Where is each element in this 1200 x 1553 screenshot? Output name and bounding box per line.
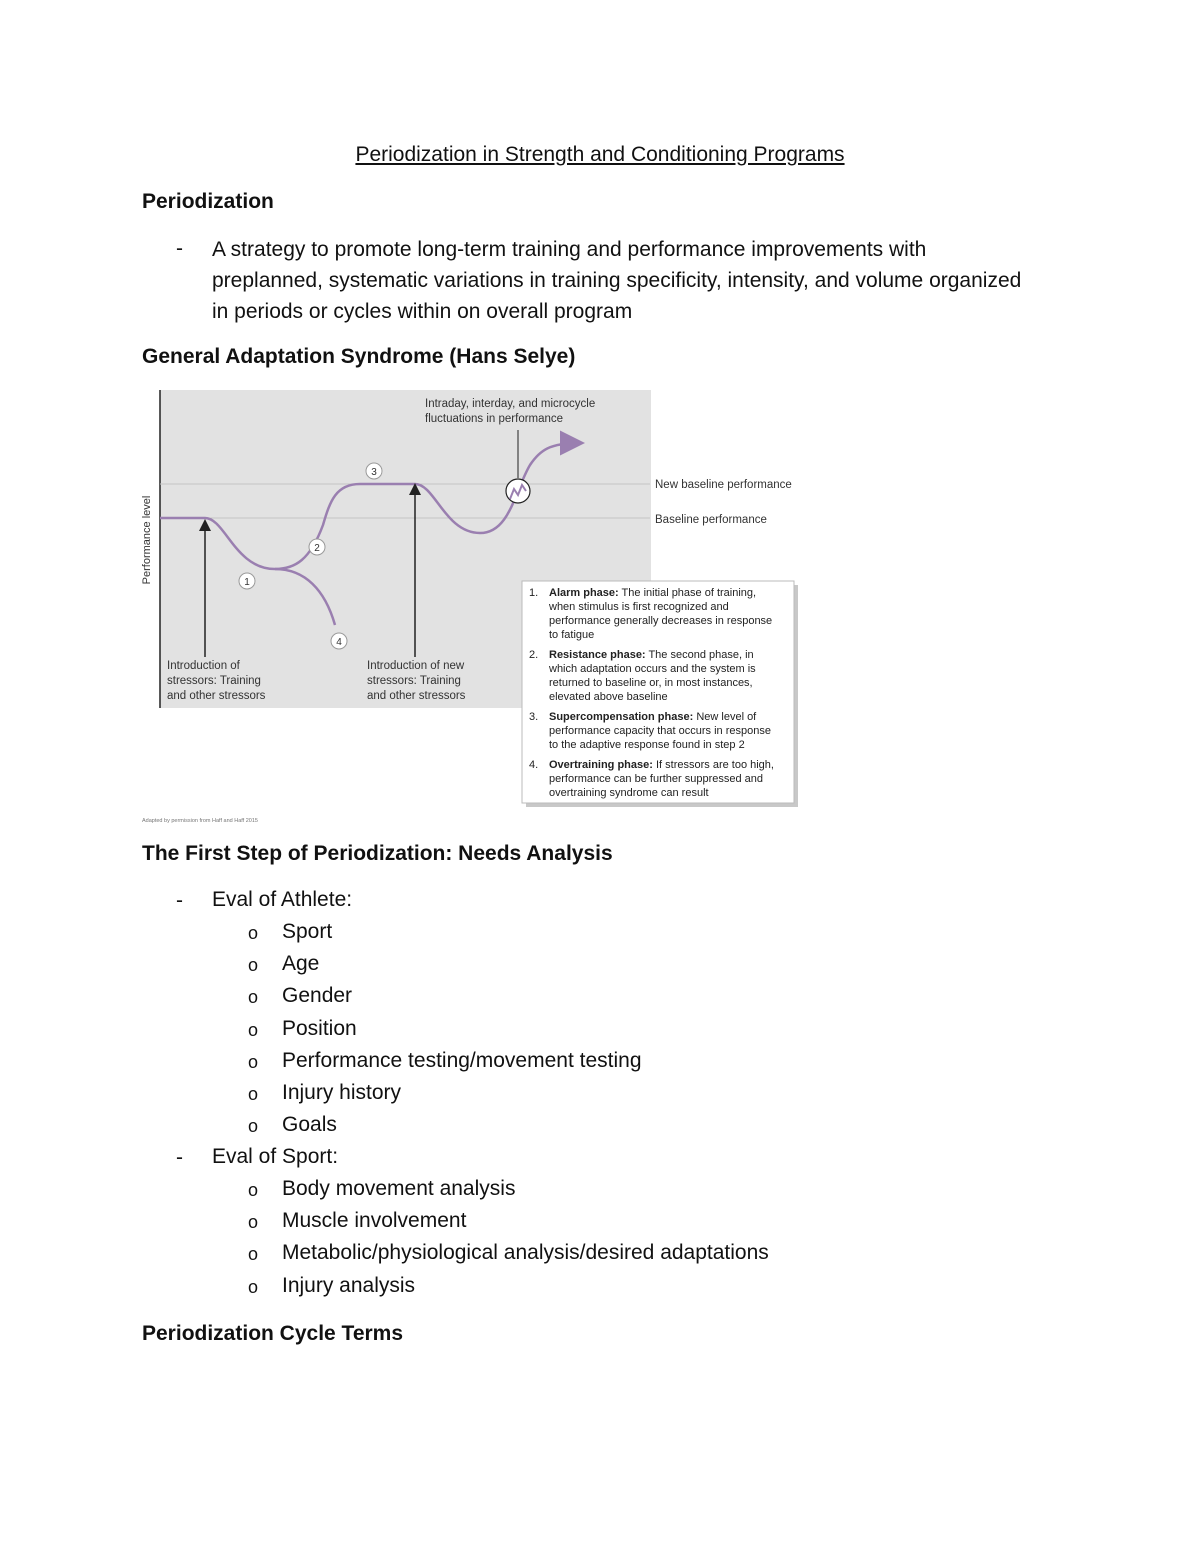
list-item: Body movement analysis: [282, 1177, 516, 1200]
marker-4: [331, 633, 347, 649]
list-item: Muscle involvement: [282, 1209, 467, 1232]
sub-bullet: o: [248, 1277, 259, 1297]
legend-item-1-text: The initial phase of training,: [618, 587, 757, 599]
sub-bullet: o: [248, 955, 259, 975]
legend-item-1-line-1: [549, 587, 756, 599]
legend-item-2-line-1: [549, 649, 754, 661]
eval-athlete-label: Eval of Athlete:: [212, 888, 353, 911]
top-annotation-line-2: fluctuations in performance: [425, 413, 564, 425]
stressor-label-2c: and other stressors: [367, 690, 466, 702]
list-dash: -: [176, 1146, 183, 1169]
new-baseline-label: New baseline performance: [655, 479, 792, 491]
needs-analysis-heading: The First Step of Periodization: Needs Analysis: [142, 842, 613, 865]
list-item: Metabolic/physiological analysis/desired adaptations: [282, 1241, 769, 1264]
periodization-heading: Periodization: [142, 190, 274, 213]
list-item: Injury history: [282, 1081, 402, 1104]
stressor-label-2b: stressors: Training: [367, 675, 461, 687]
list-dash: -: [176, 889, 183, 912]
stressor-label-1b: stressors: Training: [167, 675, 261, 687]
legend-item-2-text: The second phase, in: [645, 649, 754, 661]
top-annotation-line-1: Intraday, interday, and microcycle: [425, 398, 596, 410]
stressor-label-2a: Introduction of new: [367, 660, 465, 672]
legend-item-3-line-2: performance capacity that occurs in response: [549, 725, 771, 737]
gas-heading: General Adaptation Syndrome (Hans Selye): [142, 345, 576, 368]
legend-num-3: 3.: [529, 711, 539, 723]
legend-num-1: 1.: [529, 587, 539, 599]
sub-bullet: o: [248, 1020, 259, 1040]
legend-item-4-line-3: overtraining syndrome can result: [549, 787, 709, 799]
marker-2-label: 2: [314, 543, 320, 554]
sub-bullet: o: [248, 1052, 259, 1072]
legend-item-4-title: Overtraining phase:: [549, 759, 653, 771]
legend-item-3-line-1: [549, 711, 757, 723]
sub-bullet: o: [248, 1244, 259, 1264]
marker-1: [239, 573, 255, 589]
legend-item-1-line-2: when stimulus is first recognized and: [549, 601, 729, 613]
legend-item-1-line-3: performance generally decreases in response: [549, 615, 773, 627]
list-item: Goals: [282, 1113, 337, 1136]
fluctuation-circle: [506, 479, 530, 503]
list-item: Sport: [282, 920, 333, 943]
legend-item-2-line-3: returned to baseline or, in most instances,: [549, 677, 753, 689]
sub-bullet: o: [248, 1212, 259, 1232]
legend-item-4-line-1: [549, 759, 774, 771]
sub-bullet: o: [248, 1116, 259, 1136]
periodization-definition: [212, 234, 1092, 327]
marker-4-label: 4: [336, 637, 342, 648]
y-axis-label: Performance level: [141, 495, 153, 585]
gas-figure: [130, 385, 810, 830]
sub-bullet: o: [248, 923, 259, 943]
sub-bullet: o: [248, 1180, 259, 1200]
sub-bullet: o: [248, 1084, 259, 1104]
list-item: Age: [282, 952, 320, 975]
list-item: Performance testing/movement testing: [282, 1049, 642, 1072]
baseline-label: Baseline performance: [655, 514, 767, 526]
legend-item-3-title: Supercompensation phase:: [549, 711, 694, 723]
legend-item-3-line-3: to the adaptive response found in step 2: [549, 739, 745, 751]
marker-3-label: 3: [371, 467, 377, 478]
stressor-label-1a: Introduction of: [167, 660, 240, 672]
legend-item-1-title: Alarm phase:: [549, 587, 619, 599]
marker-1-label: 1: [244, 577, 250, 588]
legend-item-3-text: New level of: [693, 711, 757, 723]
legend-item-2-title: Resistance phase:: [549, 649, 646, 661]
list-item: Position: [282, 1017, 357, 1040]
list-dash: -: [176, 237, 183, 260]
list-item: Gender: [282, 984, 353, 1007]
figure-credit: Adapted by permission from Haff and Haff 2015: [142, 818, 258, 824]
marker-3: [366, 463, 382, 479]
definition-line: in periods or cycles within on overall program: [212, 300, 633, 323]
legend-item-2-line-2: which adaptation occurs and the system is: [549, 663, 756, 675]
legend-num-2: 2.: [529, 649, 539, 661]
document-title: Periodization in Strength and Conditioning Programs: [355, 143, 845, 166]
marker-2: [309, 539, 325, 555]
definition-line: A strategy to promote long-term training and performance improvements with: [212, 238, 927, 261]
definition-line: preplanned, systematic variations in training specificity, intensity, and volume organized: [212, 269, 1022, 292]
eval-sport-label: Eval of Sport:: [212, 1145, 339, 1168]
list-item: Injury analysis: [282, 1274, 416, 1297]
legend-item-4-line-2: performance can be further suppressed and: [549, 773, 764, 785]
legend-item-1-line-4: to fatigue: [549, 629, 595, 641]
sub-bullet: o: [248, 987, 259, 1007]
legend-item-4-text: If stressors are too high,: [652, 759, 774, 771]
stressor-label-1c: and other stressors: [167, 690, 266, 702]
legend-item-2-line-4: elevated above baseline: [549, 691, 668, 703]
cycle-terms-heading: Periodization Cycle Terms: [142, 1322, 404, 1345]
legend-num-4: 4.: [529, 759, 539, 771]
